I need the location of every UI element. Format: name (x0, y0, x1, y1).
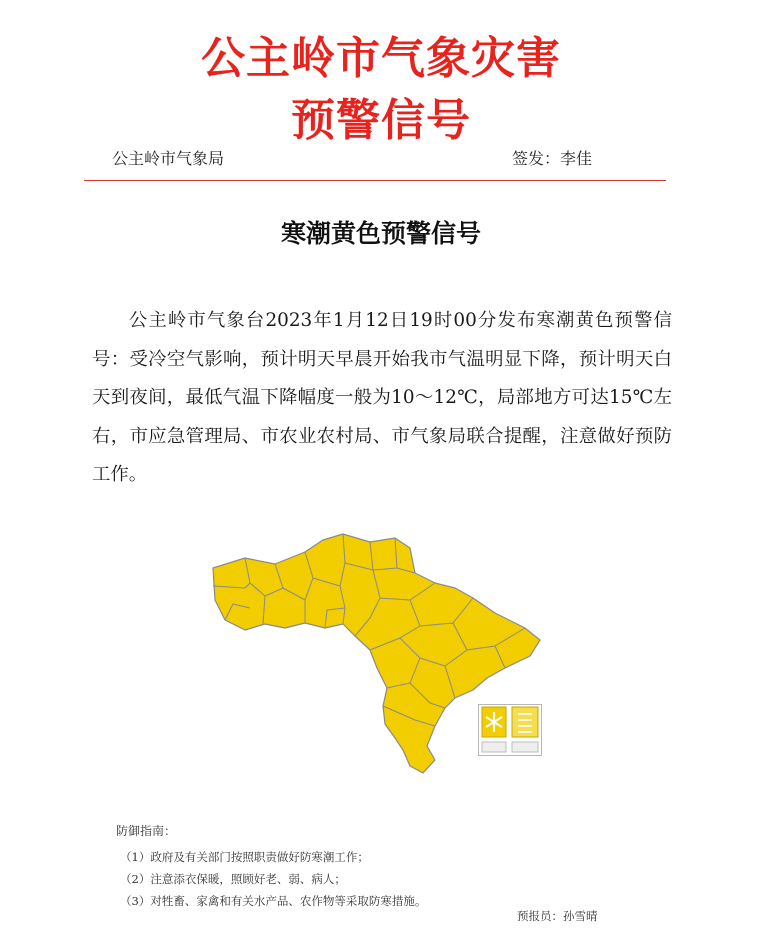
header-title-line1: 公主岭市气象灾害 (201, 33, 561, 84)
guide-heading: 防御指南： (116, 824, 177, 838)
warning-body-text: 公主岭市气象台2023年1月12日19时00分发布寒潮黄色预警信号：受冷空气影响，预计明天早晨开始我市气温明显下降，预计明天白天到夜间，最低气温下降幅度一般为10～12℃，局部地方可达15℃左右，市应急管理局、市农业农村局、市气象局联合提醒，注意做好预防工作。 (92, 310, 672, 485)
guide-item: （3）对牲畜、家禽和有关水产品、农作物等采取防寒措施。 (120, 894, 427, 908)
signer: 签发：李佳 (512, 149, 593, 168)
document-title: 寒潮黄色预警信号 (280, 219, 481, 248)
guide-item: （1）政府及有关部门按照职责做好防寒潮工作； (120, 850, 369, 864)
header-divider (84, 180, 666, 181)
header-title-line2: 预警信号 (291, 95, 471, 146)
issuer: 公主岭市气象局 (112, 149, 225, 168)
guide-list (120, 846, 426, 912)
cold-wave-yellow-warning-icon (478, 704, 542, 756)
forecaster: 预报员：孙雪晴 (517, 909, 598, 923)
guide-item: （2）注意添衣保暖，照顾好老、弱、病人； (120, 872, 346, 886)
